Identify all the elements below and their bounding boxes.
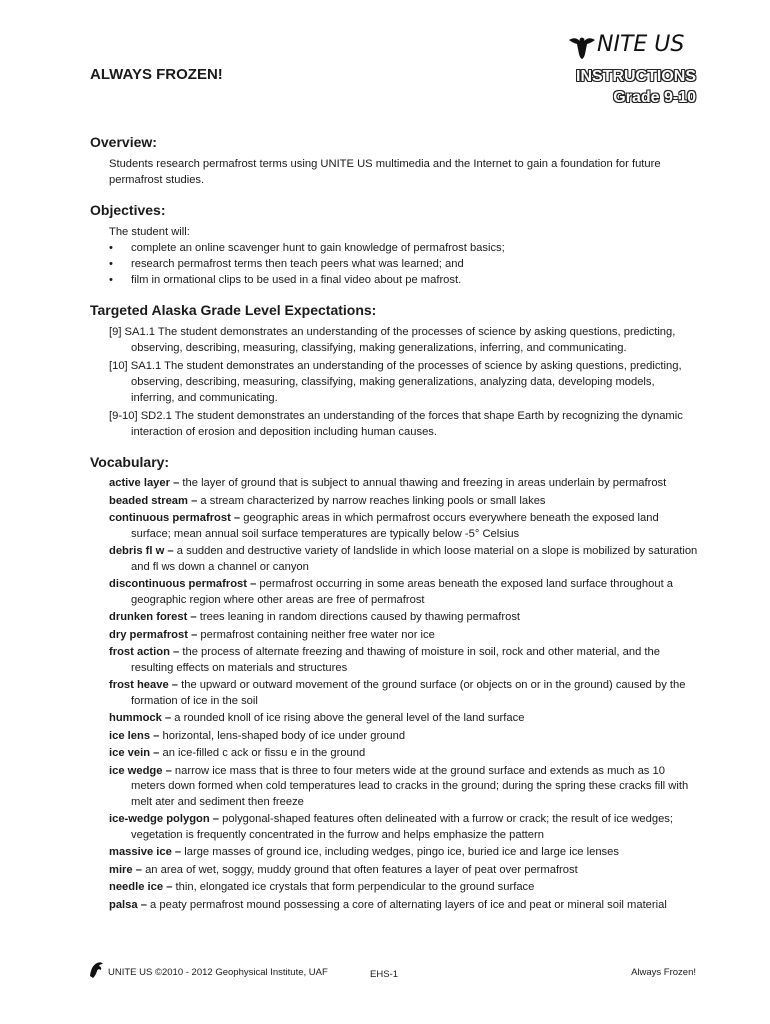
vocab-item [90, 610, 700, 626]
objective-item: • complete an online scavenger hunt to gain knowledge of permafrost basics; [90, 240, 700, 256]
vocab-item [90, 880, 700, 896]
eagle-logo-icon [567, 34, 597, 60]
objectives-heading: Objectives: [90, 202, 166, 218]
overview-text: Students research permafrost terms using UNITE US multimedia and the Internet to gain a foundation for future permafrost studies. [109, 158, 661, 186]
instructions-label: INSTRUCTIONS [576, 68, 696, 85]
main-content [90, 134, 700, 927]
objective-item: • film in ormational clips to be used in a final video about pe mafrost. [90, 272, 700, 288]
vocab-item [90, 494, 700, 510]
vocab-term: active layer – [109, 477, 180, 489]
vocab-item [90, 645, 700, 676]
vocab-definition: an area of wet, soggy, muddy ground that often features a layer of peat over permafrost [141, 863, 578, 876]
vocab-definition: a peaty permafrost mound possessing a core of alternating layers of ice and peat or mineral soil material [146, 898, 667, 911]
vocab-term: discontinuous permafrost – [109, 578, 257, 590]
vocab-term: ice-wedge polygon – [109, 813, 220, 825]
vocab-definition: geographic areas in which permafrost occurs everywhere beneath the exposed land surface; mean annual soil surface temperatures are typically below -5° Celsius [131, 512, 659, 540]
vocab-definition: permafrost containing neither free water nor ice [197, 628, 435, 641]
vocab-item [90, 898, 700, 914]
vocab-item [90, 863, 700, 879]
page-footer [0, 964, 770, 984]
gle-section [90, 302, 700, 440]
vocab-item [90, 746, 700, 762]
vocab-definition: a stream characterized by narrow reaches linking pools or small lakes [197, 494, 546, 507]
vocab-item [90, 476, 700, 492]
vocab-definition: horizontal, lens-shaped body of ice under ground [159, 729, 406, 742]
vocab-definition: a rounded knoll of ice rising above the general level of the land surface [171, 712, 525, 724]
footer-page-number: EHS-1 [370, 969, 398, 980]
vocab-item [90, 511, 700, 542]
vocab-definition: thin, elongated ice crystals that form perpendicular to the ground surface [172, 881, 535, 893]
gle-item: [9-10] SD2.1 The student demonstrates an understanding of the forces that shape Earth by recognizing the dynamic interaction of erosion and deposition including human causes. [109, 410, 683, 438]
vocab-term: hummock – [109, 712, 172, 724]
eagle-footer-icon [88, 960, 104, 980]
objective-item: • research permafrost terms then teach peers what was learned; and [90, 256, 700, 272]
vocabulary-heading: Vocabulary: [90, 454, 170, 470]
vocab-term: mire – [109, 863, 142, 876]
vocab-definition: large masses of ground ice, including wedges, pingo ice, buried ice and large ice lenses [181, 846, 619, 858]
vocab-item [90, 729, 700, 745]
vocab-term: dry permafrost – [109, 628, 198, 641]
vocab-item [90, 845, 700, 861]
logo-text: NITE US [597, 32, 685, 57]
vocab-term: palsa – [109, 898, 147, 911]
vocab-term: debris fl w – [109, 545, 174, 557]
vocab-term: ice wedge – [109, 764, 172, 777]
vocab-term: massive ice – [109, 846, 182, 858]
vocab-definition: the process of alternate freezing and thawing of moisture in soil, rock and other material, and the resulting effects on materials and structures [131, 646, 660, 674]
vocabulary-section [90, 454, 700, 913]
vocab-item [90, 577, 700, 608]
vocab-item [90, 628, 700, 644]
vocab-item [90, 678, 700, 709]
vocab-term: needle ice – [109, 881, 173, 893]
vocab-term: ice lens – [109, 729, 160, 742]
vocab-item [90, 764, 700, 811]
vocab-definition: an ice-filled c ack or fissu e in the ground [159, 747, 366, 759]
footer-copyright: UNITE US ©2010 - 2012 Geophysical Institute, UAF [108, 967, 328, 978]
vocab-definition: the upward or outward movement of the ground surface (or objects on or in the ground) caused by the formation of ice in the soil [131, 679, 686, 707]
vocab-definition: polygonal-shaped features often delineated with a furrow or crack; the result of ice wedges; vegetation is frequently concentrated in the furrow and helps emphasize the pattern [131, 813, 674, 841]
vocab-definition: permafrost occurring in some areas beneath the exposed land surface throughout a geographic region where other areas are free of permafrost [131, 578, 674, 606]
vocab-item [90, 544, 700, 575]
vocab-definition: trees leaning in random directions caused by thawing permafrost [196, 611, 521, 623]
overview-heading: Overview: [90, 134, 157, 150]
overview-section [90, 134, 700, 188]
vocab-item [90, 812, 700, 843]
objectives-intro: The student will: [109, 226, 190, 238]
vocab-term: continuous permafrost – [109, 512, 241, 524]
document-title: ALWAYS FROZEN! [90, 66, 223, 83]
unite-us-logo [567, 34, 702, 60]
vocab-item [90, 711, 700, 727]
gle-item: [9] SA1.1 The student demonstrates an understanding of the processes of science by asking questions, predicting, observing, describing, measuring, classifying, making generalizations, inferring, and communicating. [109, 326, 676, 354]
gle-heading: Targeted Alaska Grade Level Expectations: [90, 302, 377, 318]
grade-label: Grade 9-10 [613, 89, 696, 106]
instructions-block [576, 66, 696, 108]
vocab-definition: the layer of ground that is subject to annual thawing and freezing in areas underlain by permafrost [179, 477, 667, 489]
gle-item: [10] SA1.1 The student demonstrates an understanding of the processes of science by asking questions, predicting, observing, describing, measuring, classifying, making generalizations, analyzing data, developing models, inferring, and communicating. [109, 360, 682, 404]
objectives-section [90, 202, 700, 288]
vocab-term: ice vein – [109, 747, 160, 759]
footer-doc-name: Always Frozen! [631, 967, 696, 978]
vocab-term: frost heave – [109, 679, 179, 691]
vocab-term: beaded stream – [109, 494, 198, 507]
vocab-definition: a sudden and destructive variety of landslide in which loose material on a slope is mobilized by saturation and fl ws down a channel or canyon [131, 545, 698, 573]
vocab-term: frost action – [109, 646, 180, 658]
vocab-definition: narrow ice mass that is three to four meters wide at the ground surface and extends as much as 10 meters down formed when cold temperatures lead to cracks in the ground; during the spring these cracks fill with melt ater and sediment then freeze [131, 764, 689, 808]
vocab-term: drunken forest – [109, 611, 197, 623]
